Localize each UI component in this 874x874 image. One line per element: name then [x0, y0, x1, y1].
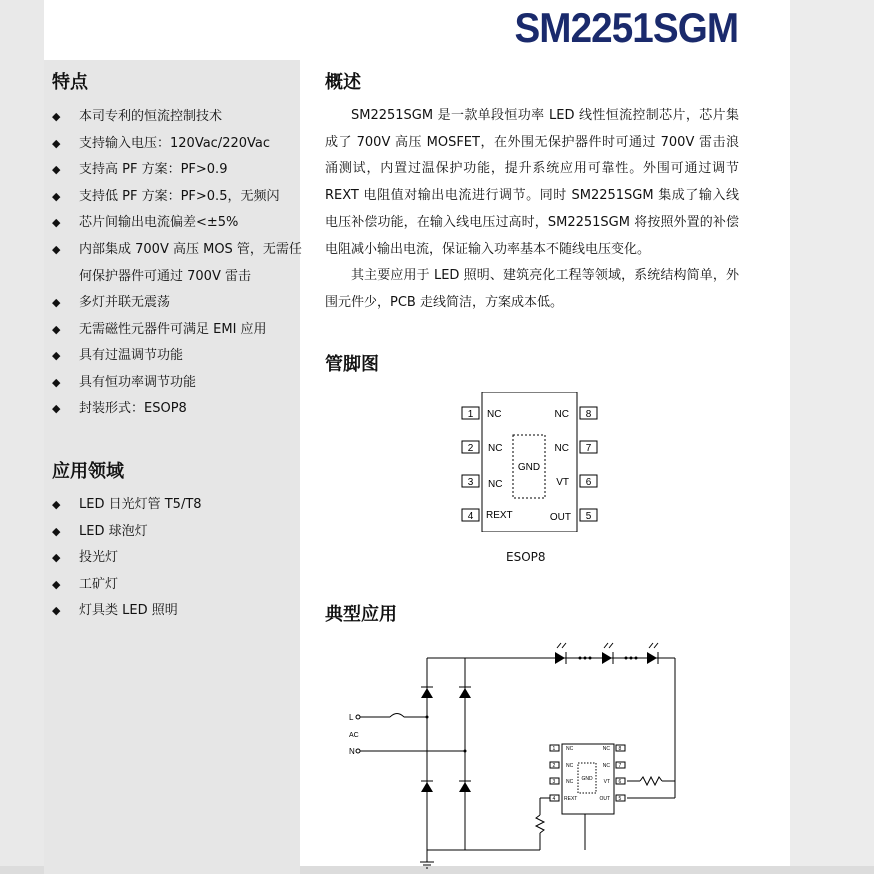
pin-number: 1	[467, 409, 474, 420]
diamond-bullet-icon: ◆	[52, 551, 61, 565]
overview-text	[325, 103, 739, 317]
diamond-bullet-icon: ◆	[52, 242, 61, 256]
pin-number: 5	[585, 511, 592, 522]
feature-item: ◆ 内部集成 700V 高压 MOS 管，无需任何保护器件可通过 700V 雷击	[52, 237, 309, 290]
pin-name: REXT	[486, 510, 513, 521]
pin-name: NC	[554, 443, 569, 454]
feature-item: ◆ 芯片间输出电流偏差<±5%	[52, 210, 309, 237]
feature-item: ◆ 本司专利的恒流控制技术	[52, 104, 309, 131]
diamond-bullet-icon: ◆	[52, 349, 61, 363]
features-heading: 特点	[52, 72, 88, 93]
line-terminal-label: L	[349, 713, 354, 722]
pin-name: NC	[488, 479, 503, 490]
pinout-diagram	[455, 392, 605, 532]
pin-name: NC	[487, 409, 502, 420]
typical-application-circuit	[340, 640, 685, 870]
neutral-terminal-label: N	[349, 747, 355, 756]
diamond-bullet-icon: ◆	[52, 189, 61, 203]
application-item: ◆ 灯具类 LED 照明	[52, 598, 202, 625]
page-margin	[790, 0, 874, 874]
diamond-bullet-icon: ◆	[52, 322, 61, 336]
application-item: ◆ LED 日光灯管 T5/T8	[52, 492, 202, 519]
pin-name: VT	[556, 477, 569, 488]
feature-item: ◆ 封装形式：ESOP8	[52, 396, 309, 423]
applications-list	[52, 492, 202, 625]
svg-text:VT: VT	[603, 779, 610, 785]
svg-text:NC: NC	[602, 763, 610, 769]
diamond-bullet-icon: ◆	[52, 216, 61, 230]
ac-label: AC	[349, 732, 359, 739]
svg-text:NC: NC	[566, 763, 574, 769]
center-pad-label: GND	[517, 462, 541, 473]
diamond-bullet-icon: ◆	[52, 295, 61, 309]
pin-number: 3	[467, 477, 474, 488]
overview-paragraph: SM2251SGM 是一款单段恒功率 LED 线性恒流控制芯片，芯片集成了 700V 高压 MOSFET，在外围无保护器件时可通过 700V 雷击浪涌测试，内置过温保护功能，提升系统应用可靠性。外围可通过调节 REXT 电阻值对输出电流进行调节。同时 SM2251SGM 集成了输入线电压补偿功能，在输入线电压过高时，SM2251SGM 将按照外置的补偿电阻减小输出电流，保证输入功率基本不随线电压变化。	[325, 108, 739, 257]
pin-number: 8	[585, 409, 592, 420]
svg-text:3: 3	[552, 779, 556, 785]
ic-mini	[550, 744, 625, 814]
svg-text:2: 2	[552, 763, 556, 769]
svg-text:8: 8	[618, 746, 622, 752]
features-list	[52, 104, 309, 423]
svg-text:6: 6	[618, 779, 622, 785]
applications-heading: 应用领域	[52, 461, 124, 482]
pin-name: OUT	[549, 512, 571, 523]
diamond-bullet-icon: ◆	[52, 136, 61, 150]
feature-item: ◆ 支持高 PF 方案：PF>0.9	[52, 157, 309, 184]
application-item: ◆ 工矿灯	[52, 572, 202, 599]
pin-name: NC	[488, 443, 503, 454]
feature-item: ◆ 具有过温调节功能	[52, 343, 309, 370]
overview-heading: 概述	[325, 72, 361, 93]
diamond-bullet-icon: ◆	[52, 375, 61, 389]
svg-text:4: 4	[552, 796, 556, 802]
typical-app-heading: 典型应用	[325, 604, 397, 625]
package-caption: ESOP8	[506, 550, 546, 564]
pinout-heading: 管脚图	[325, 354, 379, 375]
diamond-bullet-icon: ◆	[52, 110, 61, 123]
svg-text:7: 7	[618, 763, 622, 769]
diamond-bullet-icon: ◆	[52, 163, 61, 177]
pin-name: NC	[554, 409, 569, 420]
svg-text:NC: NC	[566, 746, 574, 752]
overview-paragraph: 其主要应用于 LED 照明、建筑亮化工程等领域，系统结构简单，外围元件少，PCB 走线简洁，方案成本低。	[325, 268, 739, 310]
diamond-bullet-icon: ◆	[52, 402, 61, 416]
feature-item: ◆ 多灯并联无震荡	[52, 290, 309, 317]
svg-text:GND: GND	[581, 776, 593, 782]
pin-number: 6	[585, 477, 592, 488]
diamond-bullet-icon: ◆	[52, 577, 61, 591]
feature-item: ◆ 具有恒功率调节功能	[52, 370, 309, 397]
pin-number: 2	[467, 443, 474, 454]
pin-number: 4	[467, 511, 474, 522]
svg-text:1: 1	[552, 746, 556, 752]
application-item: ◆ 投光灯	[52, 545, 202, 572]
feature-item: ◆ 无需磁性元器件可满足 EMI 应用	[52, 317, 309, 344]
svg-text:NC: NC	[602, 746, 610, 752]
feature-item: ◆ 支持低 PF 方案：PF>0.5，无频闪	[52, 184, 309, 211]
pin-number: 7	[585, 443, 592, 454]
svg-text:5: 5	[618, 796, 622, 802]
application-item: ◆ LED 球泡灯	[52, 519, 202, 546]
svg-text:REXT: REXT	[564, 796, 578, 802]
feature-item: ◆ 支持输入电压：120Vac/220Vac	[52, 131, 309, 158]
diamond-bullet-icon: ◆	[52, 498, 61, 511]
svg-text:NC: NC	[566, 779, 574, 785]
svg-text:OUT: OUT	[599, 796, 610, 802]
diamond-bullet-icon: ◆	[52, 524, 61, 538]
document-title: SM2251SGM	[514, 4, 738, 51]
diamond-bullet-icon: ◆	[52, 604, 61, 618]
